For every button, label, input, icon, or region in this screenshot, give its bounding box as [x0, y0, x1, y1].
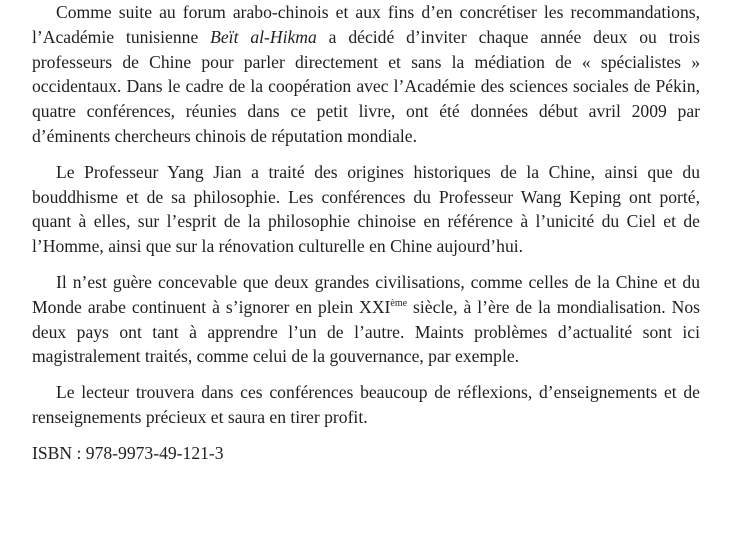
civilisations-text-end: siècle, à l’ère de la mondialisation. Nos deux pays ont tant à apprendre l’un de l’autre. Maints problèmes d’actualité sont ici magistralement traités, comme celui de la gouvernance, par exemple.: [32, 296, 700, 367]
century-ordinal-superscript: ème: [390, 297, 408, 309]
paragraph-reader: Le lecteur trouvera dans ces conférences beaucoup de réflexions, d’enseignements et de renseignements précieux et saura en tirer profit.: [32, 382, 700, 427]
back-cover-text: [32, 0, 700, 466]
intro-text-end: a décidé d’inviter chaque année deux ou trois professeurs de Chine pour parler directement et sans la médiation de « spécialistes » occidentaux. Dans le cadre de la coopération avec l’Académie des sciences sociales de Pékin, quatre conférences, réunies dans ce petit livre, ont été données début avril 2009 par d’éminents chercheurs chinois de réputation mondiale.: [32, 26, 700, 146]
intro-text-start: Comme suite au forum arabo-chinois et aux fins d’en concrétiser les recommandations, l’Académie tunisienne: [32, 2, 700, 47]
academy-name: Beït al-Hikma: [210, 26, 317, 47]
civilisations-text-start: Il n’est guère concevable que deux grandes civilisations, comme celles de la Chine et du Monde arabe continuent à s’ignorer en plein XXI: [32, 271, 700, 317]
paragraph-lecturers: Le Professeur Yang Jian a traité des origines historiques de la Chine, ainsi que du bouddhisme et de sa philosophie. Les conférences du Professeur Wang Keping ont porté, quant à elles, sur l’esprit de la philosophie chinoise en référence à l’unicité du Ciel et de l’Homme, ainsi que sur la rénovation culturelle en Chine aujourd’hui.: [32, 161, 700, 257]
paragraph-civilisations: [32, 270, 700, 369]
isbn-line: ISBN : 978-9973-49-121-3: [32, 442, 224, 463]
paragraph-intro: [32, 0, 700, 149]
